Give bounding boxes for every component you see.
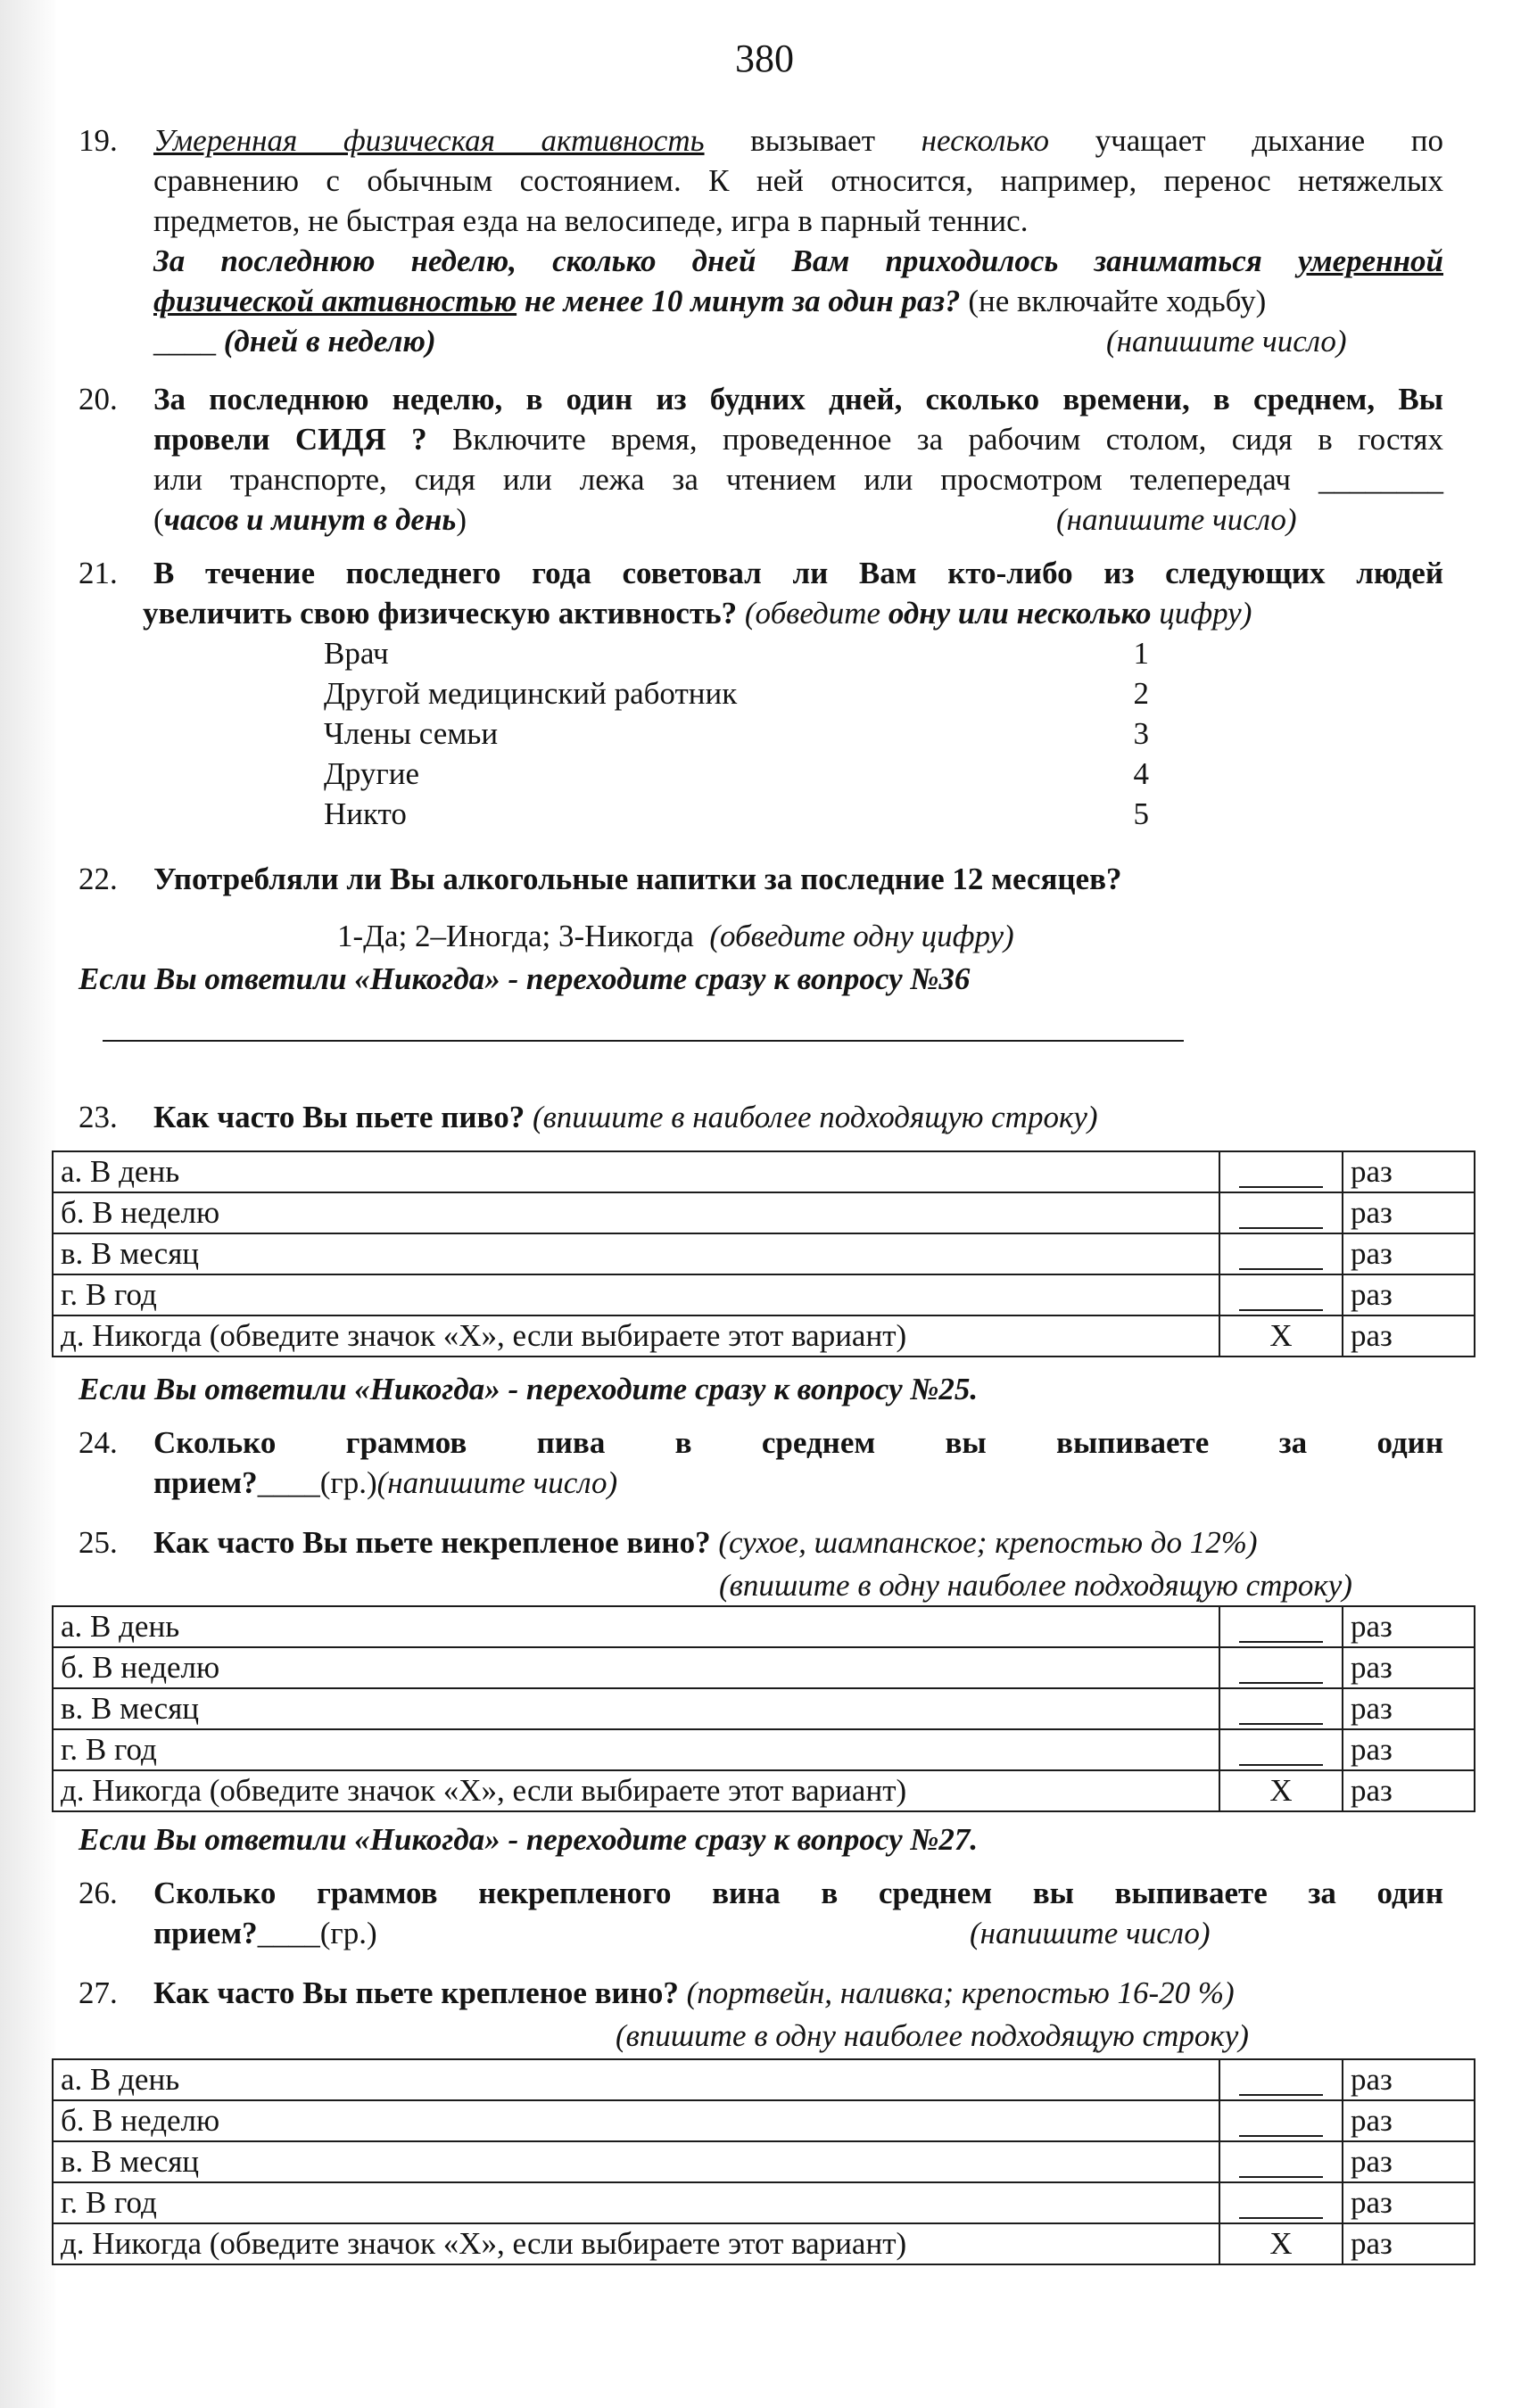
option-label: Члены семьи <box>324 716 499 751</box>
answer-blank[interactable] <box>1239 1284 1323 1311</box>
frequency-label: в. В месяц <box>53 2141 1219 2182</box>
question-number: 25. <box>79 1525 118 1560</box>
unit-cell: раз <box>1343 1606 1475 1647</box>
q20-question: провели СИДЯ ? <box>153 422 427 457</box>
table-row <box>53 1192 1475 1233</box>
frequency-label: б. В неделю <box>53 1647 1219 1688</box>
frequency-label: б. В неделю <box>53 1192 1219 1233</box>
unit-cell: раз <box>1343 1151 1475 1192</box>
answer-blank[interactable]: ____ <box>153 324 216 359</box>
section-divider <box>103 1040 1184 1042</box>
answer-blank[interactable] <box>1239 1616 1323 1643</box>
q26-unit: (гр.) <box>319 1916 377 1950</box>
answer-blank[interactable] <box>1239 2069 1323 2096</box>
unit-cell: раз <box>1343 2100 1475 2141</box>
q21-line-1: В течение последнего года советовал ли Вам кто-либо из следующих людей <box>153 556 1443 590</box>
q25-hint-2: (впишите в одну наиболее подходящую строку) <box>719 1568 1352 1603</box>
q20-line-2 <box>153 419 1443 459</box>
answer-cell[interactable] <box>1219 1729 1343 1770</box>
q22-skip-instruction: Если Вы ответили «Никогда» - переходите сразу к вопросу №36 <box>79 961 971 996</box>
q22-question: Употребляли ли Вы алкогольные напитки за последние 12 месяцев? <box>153 862 1122 896</box>
frequency-label: а. В день <box>53 1151 1219 1192</box>
q20-line-1: За последнюю неделю, в один из будних дней, сколько времени, в среднем, Вы <box>153 382 1443 416</box>
q19-unit: (дней в неделю) <box>216 324 436 359</box>
option-code[interactable]: 4 <box>1133 756 1149 791</box>
q21-hint: (обведите <box>737 596 888 631</box>
frequency-label: а. В день <box>53 2059 1219 2100</box>
q27-question: Как часто Вы пьете крепленое вино? <box>153 1975 679 2010</box>
table-row <box>53 1233 1475 1274</box>
option-label: Никто <box>324 796 407 831</box>
q24-unit: (гр.) <box>319 1465 377 1500</box>
table-row <box>53 1606 1475 1647</box>
question-22 <box>79 859 1443 899</box>
table-row <box>53 1315 1475 1357</box>
frequency-label: в. В месяц <box>53 1233 1219 1274</box>
never-mark[interactable]: Х <box>1219 2223 1343 2264</box>
q20-paren: ) <box>456 502 467 537</box>
q20-hint: (напишите число) <box>1056 502 1297 537</box>
q19-text: учащает дыхание по <box>1049 123 1443 158</box>
answer-blank[interactable] <box>1239 1161 1323 1188</box>
question-20 <box>79 379 1443 540</box>
q26-line-1: Сколько граммов некрепленого вина в среднем вы выпиваете за один <box>153 1876 1443 1910</box>
q25-hint: (сухое, шампанское; крепостью до 12%) <box>718 1525 1258 1560</box>
table-row <box>53 2059 1475 2100</box>
q27-hint-2: (впишите в одну наиболее подходящую строку) <box>616 2018 1249 2053</box>
unit-cell: раз <box>1343 2141 1475 2182</box>
unit-cell: раз <box>1343 2059 1475 2100</box>
q20-paren: ( <box>153 502 164 537</box>
option-row[interactable] <box>324 673 1149 713</box>
q25-question: Как часто Вы пьете некрепленое вино? <box>153 1525 711 1560</box>
answer-cell[interactable] <box>1219 1192 1343 1233</box>
unit-cell: раз <box>1343 1192 1475 1233</box>
frequency-label: г. В год <box>53 1274 1219 1315</box>
question-number: 22. <box>79 862 118 896</box>
unit-cell: раз <box>1343 1770 1475 1811</box>
q22-answers-line <box>337 916 1014 956</box>
q19-line-1 <box>153 120 1443 161</box>
question-25 <box>79 1522 1443 1563</box>
answer-blank[interactable]: ____ <box>257 1916 320 1950</box>
question-number: 27. <box>79 1975 118 2010</box>
answer-cell[interactable] <box>1219 2182 1343 2223</box>
frequency-label: г. В год <box>53 1729 1219 1770</box>
never-mark[interactable]: Х <box>1219 1770 1343 1811</box>
answer-cell[interactable] <box>1219 1647 1343 1688</box>
q19-hint: (напишите число) <box>1106 324 1347 359</box>
q22-hint: (обведите одну цифру) <box>709 919 1014 953</box>
answer-cell[interactable] <box>1219 1233 1343 1274</box>
question-number: 23. <box>79 1100 118 1134</box>
answer-blank[interactable] <box>1239 1698 1323 1725</box>
answer-blank[interactable] <box>1239 1739 1323 1766</box>
answer-blank[interactable] <box>1239 2110 1323 2137</box>
q21-options <box>324 633 1149 834</box>
beer-frequency-table <box>52 1150 1475 1357</box>
table-row <box>53 2182 1475 2223</box>
q23-skip-instruction: Если Вы ответили «Никогда» - переходите сразу к вопросу №25. <box>79 1372 979 1406</box>
q20-line-4 <box>153 499 1443 540</box>
answer-cell[interactable] <box>1219 1151 1343 1192</box>
table-row <box>53 1688 1475 1729</box>
q26-question: прием? <box>153 1916 258 1950</box>
q19-note: (не включайте ходьбу) <box>960 284 1267 318</box>
table-row <box>53 1274 1475 1315</box>
answer-cell[interactable] <box>1219 2059 1343 2100</box>
never-mark[interactable]: Х <box>1219 1315 1343 1357</box>
unit-cell: раз <box>1343 1233 1475 1274</box>
answer-blank[interactable] <box>1239 1202 1323 1229</box>
option-label: Другой медицинский работник <box>324 676 738 711</box>
q19-line-4 <box>153 241 1443 281</box>
question-24 <box>79 1423 1443 1503</box>
answer-blank[interactable] <box>1239 2192 1323 2219</box>
q23-hint: (впишите в наиболее подходящую строку) <box>532 1100 1098 1134</box>
q25-skip-instruction: Если Вы ответили «Никогда» - переходите сразу к вопросу №27. <box>79 1822 979 1857</box>
q21-question: увеличить свою физическую активность? <box>143 596 738 631</box>
q19-text: вызывает <box>704 123 922 158</box>
frequency-label: г. В год <box>53 2182 1219 2223</box>
option-code[interactable]: 2 <box>1133 676 1149 711</box>
unit-cell: раз <box>1343 1274 1475 1315</box>
answer-blank[interactable] <box>1239 1243 1323 1270</box>
frequency-label: д. Никогда (обведите значок «Х», если выбираете этот вариант) <box>53 1770 1219 1811</box>
answer-blank[interactable] <box>1239 1657 1323 1684</box>
table-row <box>53 1729 1475 1770</box>
q22-answers[interactable]: 1-Да; 2–Иногда; 3-Никогда <box>337 919 694 953</box>
q24-line-1: Сколько граммов пива в среднем вы выпиваете за один <box>153 1425 1443 1460</box>
q19-line-3: предметов, не быстрая езда на велосипеде, игра в парный теннис. <box>153 203 1029 238</box>
dry-wine-frequency-table <box>52 1605 1475 1812</box>
scan-binding-shadow <box>0 0 55 2408</box>
table-row <box>53 2223 1475 2264</box>
answer-cell[interactable] <box>1219 1688 1343 1729</box>
table-row <box>53 2141 1475 2182</box>
q19-line-2: сравнению с обычным состоянием. К ней относится, например, перенос нетяжелых <box>153 163 1443 198</box>
table-row <box>53 1151 1475 1192</box>
q23-question: Как часто Вы пьете пиво? <box>153 1100 525 1134</box>
question-23 <box>79 1097 1443 1137</box>
question-number: 19. <box>79 123 118 158</box>
term-moderate-activity: Умеренная физическая активность <box>153 123 705 158</box>
fortified-wine-frequency-table <box>52 2058 1475 2265</box>
q21-line-2 <box>143 593 1443 633</box>
answer-cell[interactable] <box>1219 2141 1343 2182</box>
q20-unit: часов и минут в день <box>163 502 457 537</box>
q19-question: За последнюю неделю, сколько дней Вам приходилось заниматься <box>153 243 1298 278</box>
option-code[interactable]: 3 <box>1133 716 1149 751</box>
option-label: Врач <box>324 636 389 671</box>
answer-cell[interactable] <box>1219 1606 1343 1647</box>
q19-line-5 <box>153 281 1443 321</box>
q24-question: прием? <box>153 1465 258 1500</box>
question-number: 21. <box>79 556 118 590</box>
table-row <box>53 1647 1475 1688</box>
frequency-label: б. В неделю <box>53 2100 1219 2141</box>
unit-cell: раз <box>1343 2223 1475 2264</box>
q26-hint: (напишите число) <box>970 1916 1211 1950</box>
q19-question-underlined: умеренной <box>1297 243 1443 278</box>
option-row[interactable] <box>324 794 1149 834</box>
table-row <box>53 1770 1475 1811</box>
unit-cell: раз <box>1343 1315 1475 1357</box>
q26-line-2 <box>153 1913 1443 1953</box>
option-code[interactable]: 1 <box>1133 636 1149 671</box>
q21-hint: цифру) <box>1151 596 1252 631</box>
frequency-label: в. В месяц <box>53 1688 1219 1729</box>
question-19 <box>79 120 1443 361</box>
q20-text: Включите время, проведенное за рабочим столом, сидя в гостях <box>426 422 1443 457</box>
q19-text-italic: несколько <box>921 123 1050 158</box>
question-21 <box>79 553 1443 633</box>
question-26 <box>79 1873 1443 1953</box>
page-number: 380 <box>735 37 794 80</box>
question-number: 26. <box>79 1876 118 1910</box>
q19-question: не менее 10 минут за один раз? <box>517 284 961 318</box>
q24-hint: (напишите число) <box>376 1465 618 1500</box>
frequency-label: а. В день <box>53 1606 1219 1647</box>
q19-question-underlined: физической активностью <box>153 284 517 318</box>
question-27 <box>79 1973 1443 2013</box>
question-number: 24. <box>79 1425 118 1460</box>
option-row[interactable] <box>324 754 1149 794</box>
q21-hint-bold: одну или несколько <box>888 596 1152 631</box>
q24-line-2 <box>153 1463 1443 1503</box>
option-row[interactable] <box>324 633 1149 673</box>
option-code[interactable]: 5 <box>1133 796 1149 831</box>
unit-cell: раз <box>1343 1729 1475 1770</box>
unit-cell: раз <box>1343 1688 1475 1729</box>
answer-blank[interactable] <box>1239 2151 1323 2178</box>
table-row <box>53 2100 1475 2141</box>
answer-blank[interactable]: ____ <box>257 1465 320 1500</box>
answer-cell[interactable] <box>1219 1274 1343 1315</box>
unit-cell: раз <box>1343 2182 1475 2223</box>
frequency-label: д. Никогда (обведите значок «Х», если выбираете этот вариант) <box>53 2223 1219 2264</box>
q19-line-6 <box>153 321 1443 361</box>
frequency-label: д. Никогда (обведите значок «Х», если выбираете этот вариант) <box>53 1315 1219 1357</box>
answer-cell[interactable] <box>1219 2100 1343 2141</box>
option-label: Другие <box>324 756 420 791</box>
q20-line-3[interactable]: или транспорте, сидя или лежа за чтением или просмотром телепередач ________ <box>153 462 1443 497</box>
q27-hint: (портвейн, наливка; крепостью 16-20 %) <box>686 1975 1235 2010</box>
option-row[interactable] <box>324 713 1149 754</box>
unit-cell: раз <box>1343 1647 1475 1688</box>
question-number: 20. <box>79 382 118 416</box>
